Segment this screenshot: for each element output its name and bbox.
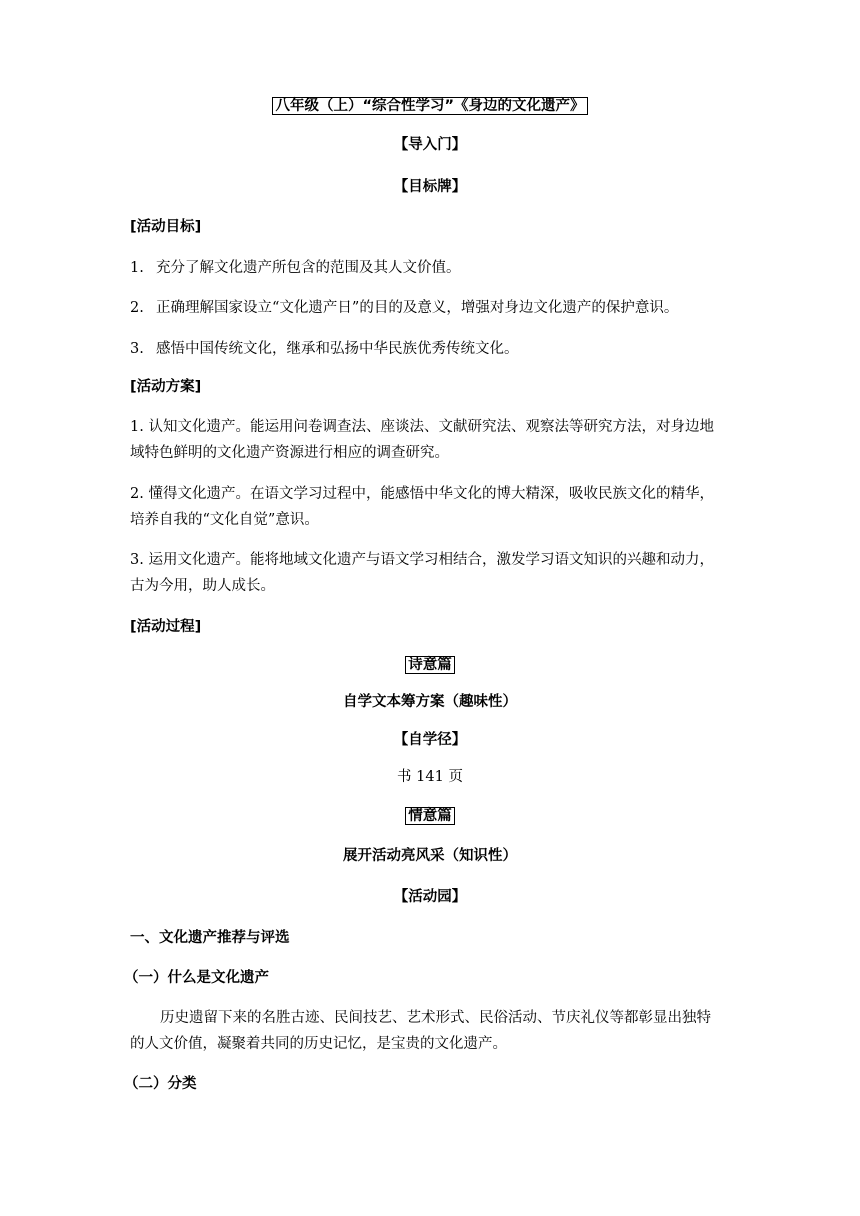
- activity-process-heading: [活动过程]: [130, 619, 202, 635]
- plan-item-line: 培养自我的“文化自觉”意识。: [130, 512, 319, 528]
- activity-goals-heading: [活动目标]: [130, 219, 202, 235]
- section-goals-heading: 【目标牌】: [393, 179, 467, 195]
- subsection-category-heading: （二）分类: [124, 1076, 197, 1092]
- paragraph-line: 历史遗留下来的名胜古迹、民间技艺、艺术形式、民俗活动、节庆礼仪等都彰显出独特: [160, 1010, 711, 1026]
- paragraph-line: 的人文价值，凝聚着共同的历史记忆，是宝贵的文化遗产。: [130, 1036, 507, 1052]
- plan-item-line: 3. 运用文化遗产。能将地域文化遗产与语文学习相结合，激发学习语文知识的兴趣和动力，: [130, 552, 714, 568]
- self-study-plan-heading: 自学文本筹方案（趣味性）: [343, 694, 517, 710]
- plan-item-line: 古为今用，助人成长。: [130, 578, 275, 594]
- section-intro-heading: 【导入门】: [393, 137, 467, 153]
- activity-showcase-heading: 展开活动亮风采（知识性）: [343, 848, 517, 864]
- goal-item: 1. 充分了解文化遗产所包含的范围及其人文价值。: [130, 260, 461, 276]
- goal-item: 3. 感悟中国传统文化，继承和弘扬中华民族优秀传统文化。: [130, 341, 519, 357]
- subsection-what-is-heading: （一）什么是文化遗产: [124, 970, 269, 986]
- document-title: 八年级（上）“综合性学习”《身边的文化遗产》: [272, 97, 587, 115]
- goal-item: 2. 正确理解国家设立“文化遗产日”的目的及意义，增强对身边文化遗产的保护意识。: [130, 300, 679, 316]
- plan-item-line: 2. 懂得文化遗产。在语文学习过程中，能感悟中华文化的博大精深，吸收民族文化的精华，: [130, 486, 714, 502]
- section-one-heading: 一、文化遗产推荐与评选: [130, 930, 290, 946]
- emotion-section-label: 情意篇: [405, 807, 455, 825]
- poetry-section-label: 诗意篇: [405, 656, 455, 674]
- plan-item-line: 域特色鲜明的文化遗产资源进行相应的调查研究。: [130, 445, 449, 461]
- activity-plan-heading: [活动方案]: [130, 379, 202, 395]
- book-page-ref: 书 141 页: [397, 769, 463, 785]
- plan-item-line: 1. 认知文化遗产。能运用问卷调查法、座谈法、文献研究法、观察法等研究方法，对身边地: [130, 419, 714, 435]
- self-study-path-heading: 【自学径】: [393, 732, 467, 748]
- activity-garden-heading: 【活动园】: [393, 889, 467, 905]
